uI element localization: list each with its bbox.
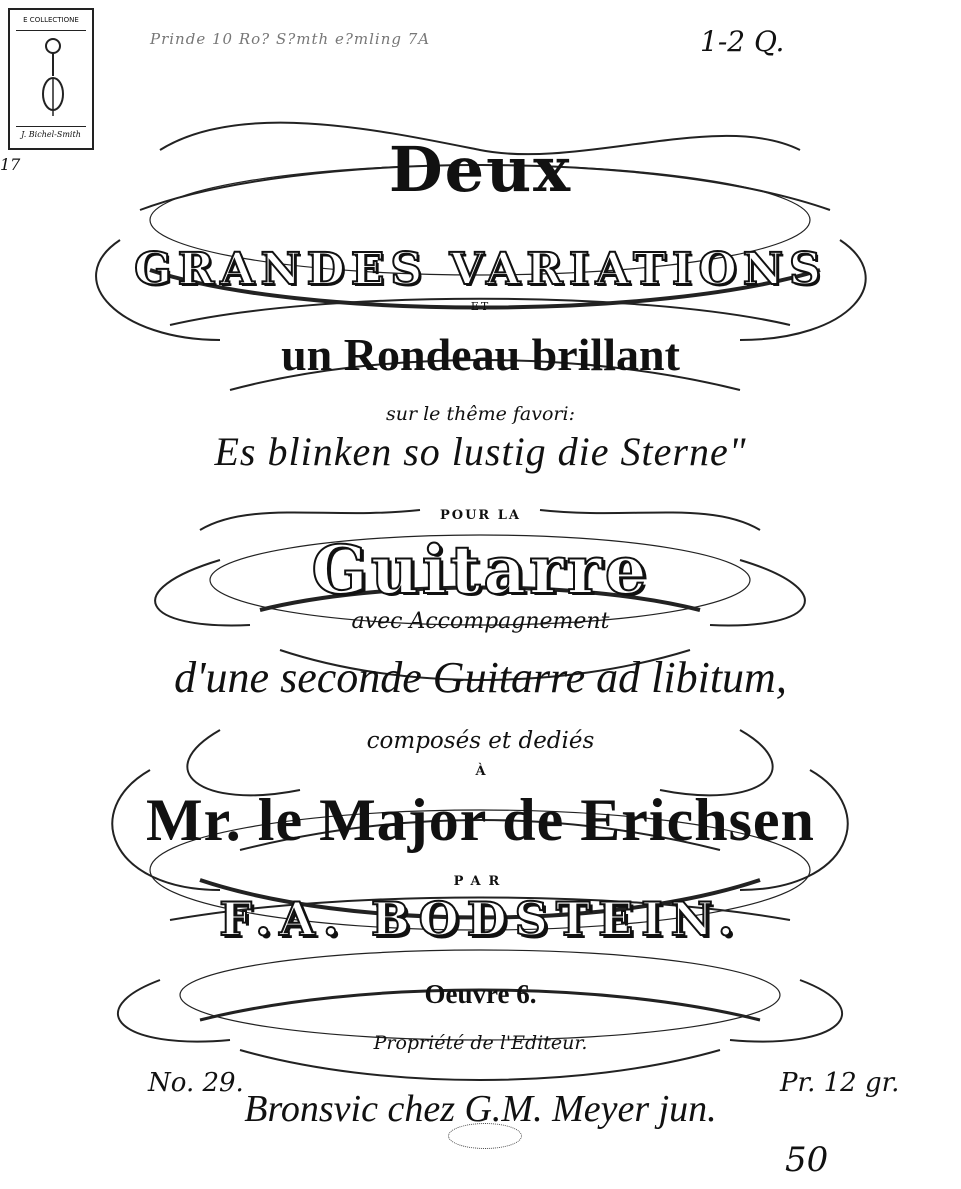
second-guitar: d'une seconde Guitarre ad libitum, [174,653,787,702]
title-theme-label: sur le thême favori: [386,403,575,425]
stamp-rule [16,126,86,127]
accompaniment-label: avec Accompagnement [351,609,610,634]
plate-number: No. 29. [148,1068,244,1098]
title-grandes-variations: GRANDES VARIATIONS [134,244,827,295]
opus-number: Oeuvre 6. [424,979,537,1009]
composer-name: F.A. BODSTEIN. [219,892,742,946]
library-stamp [8,8,94,150]
dedication-a: À [475,764,486,779]
publisher-imprint: Bronsvic chez G.M. Meyer jun. [244,1088,717,1130]
stamp-rule [16,30,86,31]
par-label: PAR [453,874,508,889]
title-theme: Es blinken so lustig die Sterne" [214,429,747,474]
dedicatee: Mr. le Major de Erichsen [146,787,815,853]
instrument-name: Guitarre [311,531,650,609]
stamp-bottom-text: J. Bichel-Smith [21,130,81,139]
page-number: 50 [785,1140,829,1180]
stamp-top-text: E COLLECTIONE [23,16,79,24]
title-deux: Deux [388,133,573,206]
handwritten-code: 1-2 Q. [700,25,785,58]
stamp-shelf-mark: 17 [0,155,21,174]
handwritten-note: Prinde 10 Ro? S?mth e?mling 7A [150,30,431,48]
composes-dedies: composés et dediés [366,728,595,754]
title-rondeau: un Rondeau brillant [281,329,680,380]
pour-la: POUR LA [440,508,521,523]
property-notice: Propriété de l'Editeur. [373,1032,588,1054]
title-et: ET [470,300,491,313]
lyre-icon [38,36,68,124]
oval-seal-stamp [448,1123,522,1149]
price: Pr. 12 gr. [780,1068,900,1098]
